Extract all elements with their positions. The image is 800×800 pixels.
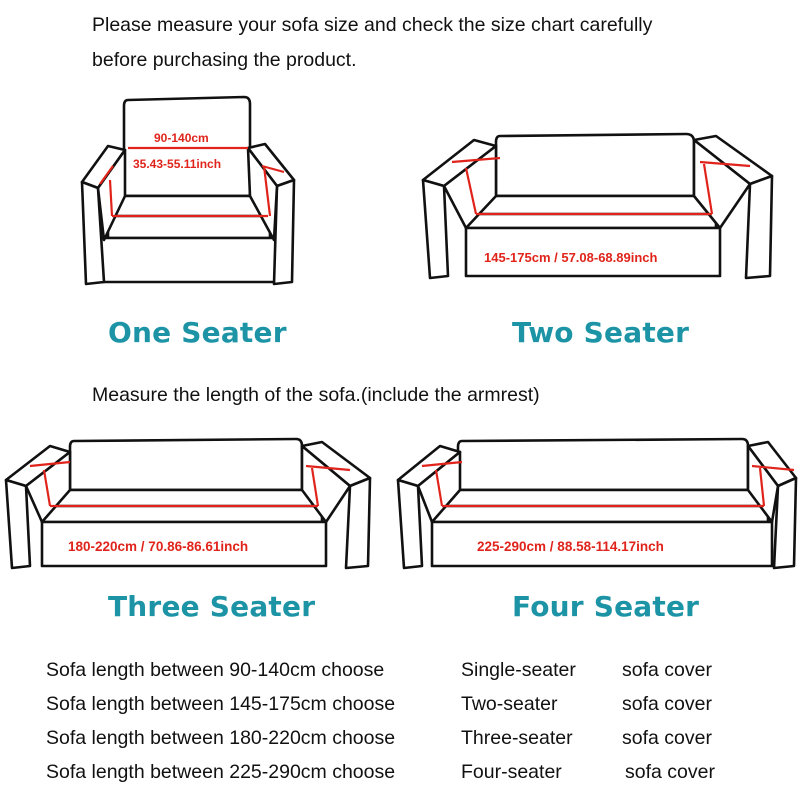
three-seater-dimension: 180-220cm / 70.86-86.61inch [68, 539, 249, 554]
seater-type: Four-seater [461, 761, 562, 783]
two-seater-title: Two Seater [512, 316, 690, 349]
four-seater-title: Four Seater [512, 590, 700, 623]
one-seater-dimension-cm: 90-140cm [154, 131, 209, 145]
three-seater-title: Three Seater [108, 590, 316, 623]
one-seater-dimension-inch: 35.43-55.11inch [133, 157, 222, 171]
two-seater-dimension: 145-175cm / 57.08-68.89inch [484, 250, 658, 265]
four-seater-dimension: 225-290cm / 88.58-114.17inch [477, 539, 664, 554]
cover-item: sofa cover [622, 659, 712, 681]
size-table-row [0, 689, 800, 719]
one-seater-title: One Seater [108, 316, 287, 349]
size-range: Sofa length between 90-140cm choose [46, 659, 385, 681]
cover-item: sofa cover [622, 693, 712, 715]
cover-item: sofa cover [625, 761, 715, 783]
measure-note: Measure the length of the sofa.(include the armrest) [92, 384, 540, 406]
size-range: Sofa length between 145-175cm choose [46, 693, 396, 715]
cover-item: sofa cover [622, 727, 712, 749]
seater-type: Single-seater [461, 659, 576, 681]
seater-type: Three-seater [461, 727, 573, 749]
size-range: Sofa length between 225-290cm choose [46, 761, 396, 783]
seater-type: Two-seater [461, 693, 558, 715]
intro-line-1: Please measure your sofa size and check the size chart carefully [92, 14, 653, 36]
size-table-row [0, 723, 800, 753]
size-range: Sofa length between 180-220cm choose [46, 727, 396, 749]
size-table-row [0, 757, 800, 787]
intro-line-2: before purchasing the product. [92, 49, 357, 71]
size-table-row [0, 655, 800, 685]
